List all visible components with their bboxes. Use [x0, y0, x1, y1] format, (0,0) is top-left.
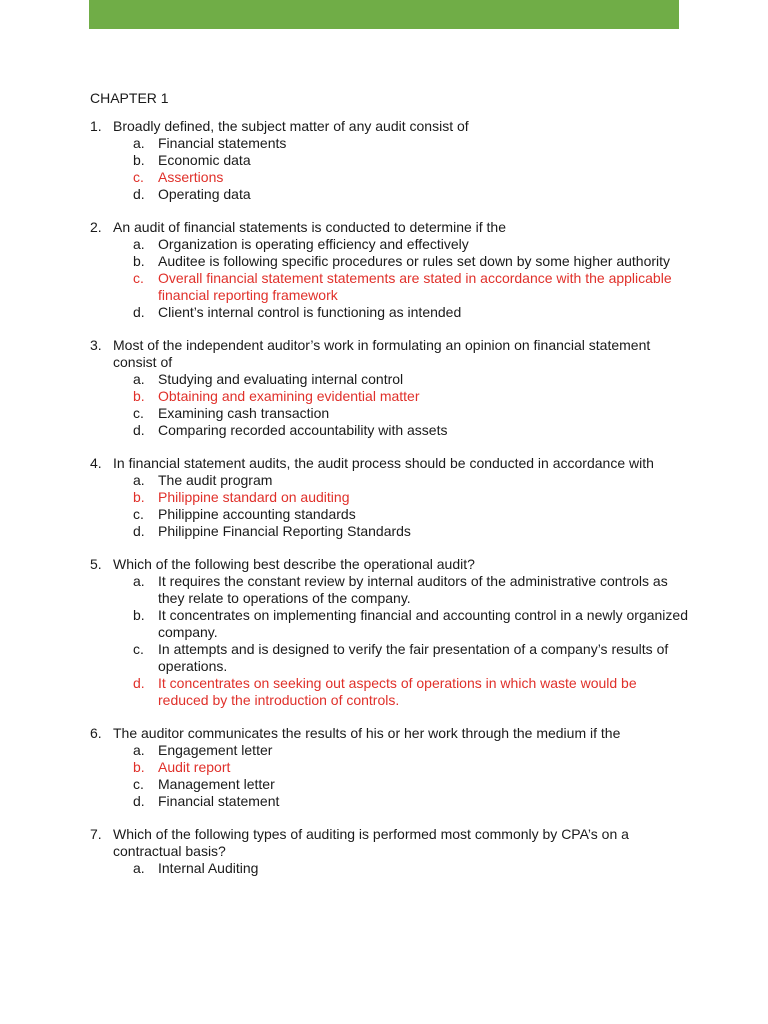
option-item-answer: [133, 388, 690, 405]
option-text: Operating data: [158, 186, 251, 202]
question-item: [90, 725, 690, 810]
option-letter: c.: [133, 506, 144, 522]
question-item: [90, 556, 690, 709]
option-letter: c.: [133, 270, 144, 286]
option-item: [133, 793, 690, 810]
option-letter: b.: [133, 388, 145, 404]
option-list: [133, 371, 690, 439]
option-letter: c.: [133, 641, 144, 657]
option-item: [133, 422, 690, 439]
option-text: The audit program: [158, 472, 273, 488]
option-item: [133, 523, 690, 540]
option-list: [133, 135, 690, 203]
option-list: [133, 472, 690, 540]
option-item: [133, 573, 690, 607]
option-letter: a.: [133, 135, 145, 151]
option-item: [133, 860, 690, 877]
question-body: [113, 118, 690, 203]
option-text: Management letter: [158, 776, 275, 792]
option-text: Financial statement: [158, 793, 280, 809]
option-letter: c.: [133, 405, 144, 421]
option-text: Audit report: [158, 759, 231, 775]
option-item: [133, 742, 690, 759]
option-text: Financial statements: [158, 135, 287, 151]
option-letter: a.: [133, 573, 145, 589]
option-item-answer: [133, 489, 690, 506]
question-number: 5.: [90, 556, 102, 572]
option-item: [133, 371, 690, 388]
option-text: Organization is operating efficiency and effectively: [158, 236, 469, 252]
document-body: [90, 90, 690, 893]
question-text: An audit of financial statements is conducted to determine if the: [113, 219, 507, 235]
option-letter: a.: [133, 236, 145, 252]
option-letter: b.: [133, 489, 145, 505]
option-letter: d.: [133, 304, 145, 320]
option-letter: a.: [133, 860, 145, 876]
option-list: [133, 860, 690, 877]
option-list: [133, 236, 690, 321]
option-text: In attempts and is designed to verify the fair presentation of a company’s results of operations.: [158, 641, 669, 674]
option-item-answer: [133, 270, 690, 304]
option-text: Auditee is following specific procedures or rules set down by some higher authority: [158, 253, 671, 269]
question-body: [113, 337, 690, 439]
option-item: [133, 253, 690, 270]
question-body: [113, 725, 690, 810]
question-number: 4.: [90, 455, 102, 471]
option-letter: b.: [133, 253, 145, 269]
option-text: Examining cash transaction: [158, 405, 330, 421]
option-item: [133, 506, 690, 523]
option-item: [133, 152, 690, 169]
option-text: Engagement letter: [158, 742, 273, 758]
question-body: [113, 826, 690, 877]
option-letter: b.: [133, 759, 145, 775]
option-item-answer: [133, 169, 690, 186]
question-body: [113, 556, 690, 709]
question-text: Which of the following types of auditing is performed most commonly by CPA’s on a contractual basis?: [113, 826, 629, 859]
question-body: [113, 219, 690, 321]
question-text: In financial statement audits, the audit process should be conducted in accordance with: [113, 455, 654, 471]
question-item: [90, 455, 690, 540]
option-text: Obtaining and examining evidential matter: [158, 388, 420, 404]
option-list: [133, 742, 690, 810]
option-letter: a.: [133, 742, 145, 758]
option-letter: a.: [133, 472, 145, 488]
question-number: 2.: [90, 219, 102, 235]
chapter-heading: CHAPTER 1: [90, 90, 169, 106]
option-item: [133, 641, 690, 675]
question-number: 7.: [90, 826, 102, 842]
option-letter: b.: [133, 152, 145, 168]
option-text: Overall financial statement statements are stated in accordance with the applicable financial reporting framework: [158, 270, 672, 303]
option-list: [133, 573, 690, 709]
option-letter: b.: [133, 607, 145, 623]
question-list: [90, 118, 690, 877]
option-item: [133, 236, 690, 253]
option-text: It concentrates on implementing financial and accounting control in a newly organized company.: [158, 607, 688, 640]
question-body: [113, 455, 690, 540]
option-item: [133, 186, 690, 203]
question-item: [90, 118, 690, 203]
question-text: The auditor communicates the results of his or her work through the medium if the: [113, 725, 621, 741]
question-item: [90, 826, 690, 877]
option-text: Philippine Financial Reporting Standards: [158, 523, 411, 539]
option-item: [133, 405, 690, 422]
option-item: [133, 135, 690, 152]
question-number: 1.: [90, 118, 102, 134]
option-text: Studying and evaluating internal control: [158, 371, 404, 387]
header-band: [89, 0, 679, 29]
option-text: Economic data: [158, 152, 251, 168]
option-letter: d.: [133, 523, 145, 539]
option-letter: c.: [133, 776, 144, 792]
option-text: Philippine standard on auditing: [158, 489, 350, 505]
option-letter: d.: [133, 186, 145, 202]
option-letter: c.: [133, 169, 144, 185]
option-text: Internal Auditing: [158, 860, 259, 876]
question-item: [90, 219, 690, 321]
option-text: Assertions: [158, 169, 224, 185]
option-letter: d.: [133, 675, 145, 691]
option-text: It requires the constant review by internal auditors of the administrative controls as they relate to operations of the company.: [158, 573, 668, 606]
option-text: It concentrates on seeking out aspects of operations in which waste would be reduced by the introduction of controls.: [158, 675, 637, 708]
option-letter: d.: [133, 422, 145, 438]
option-item-answer: [133, 759, 690, 776]
option-item: [133, 607, 690, 641]
option-text: Client’s internal control is functioning as intended: [158, 304, 462, 320]
question-number: 6.: [90, 725, 102, 741]
option-item-answer: [133, 675, 690, 709]
option-item: [133, 776, 690, 793]
question-text: Most of the independent auditor’s work in formulating an opinion on financial statement consist of: [113, 337, 651, 370]
question-number: 3.: [90, 337, 102, 353]
option-letter: d.: [133, 793, 145, 809]
option-item: [133, 304, 690, 321]
question-text: Which of the following best describe the operational audit?: [113, 556, 475, 572]
option-text: Comparing recorded accountability with assets: [158, 422, 448, 438]
option-text: Philippine accounting standards: [158, 506, 356, 522]
option-item: [133, 472, 690, 489]
question-item: [90, 337, 690, 439]
option-letter: a.: [133, 371, 145, 387]
question-text: Broadly defined, the subject matter of any audit consist of: [113, 118, 469, 134]
